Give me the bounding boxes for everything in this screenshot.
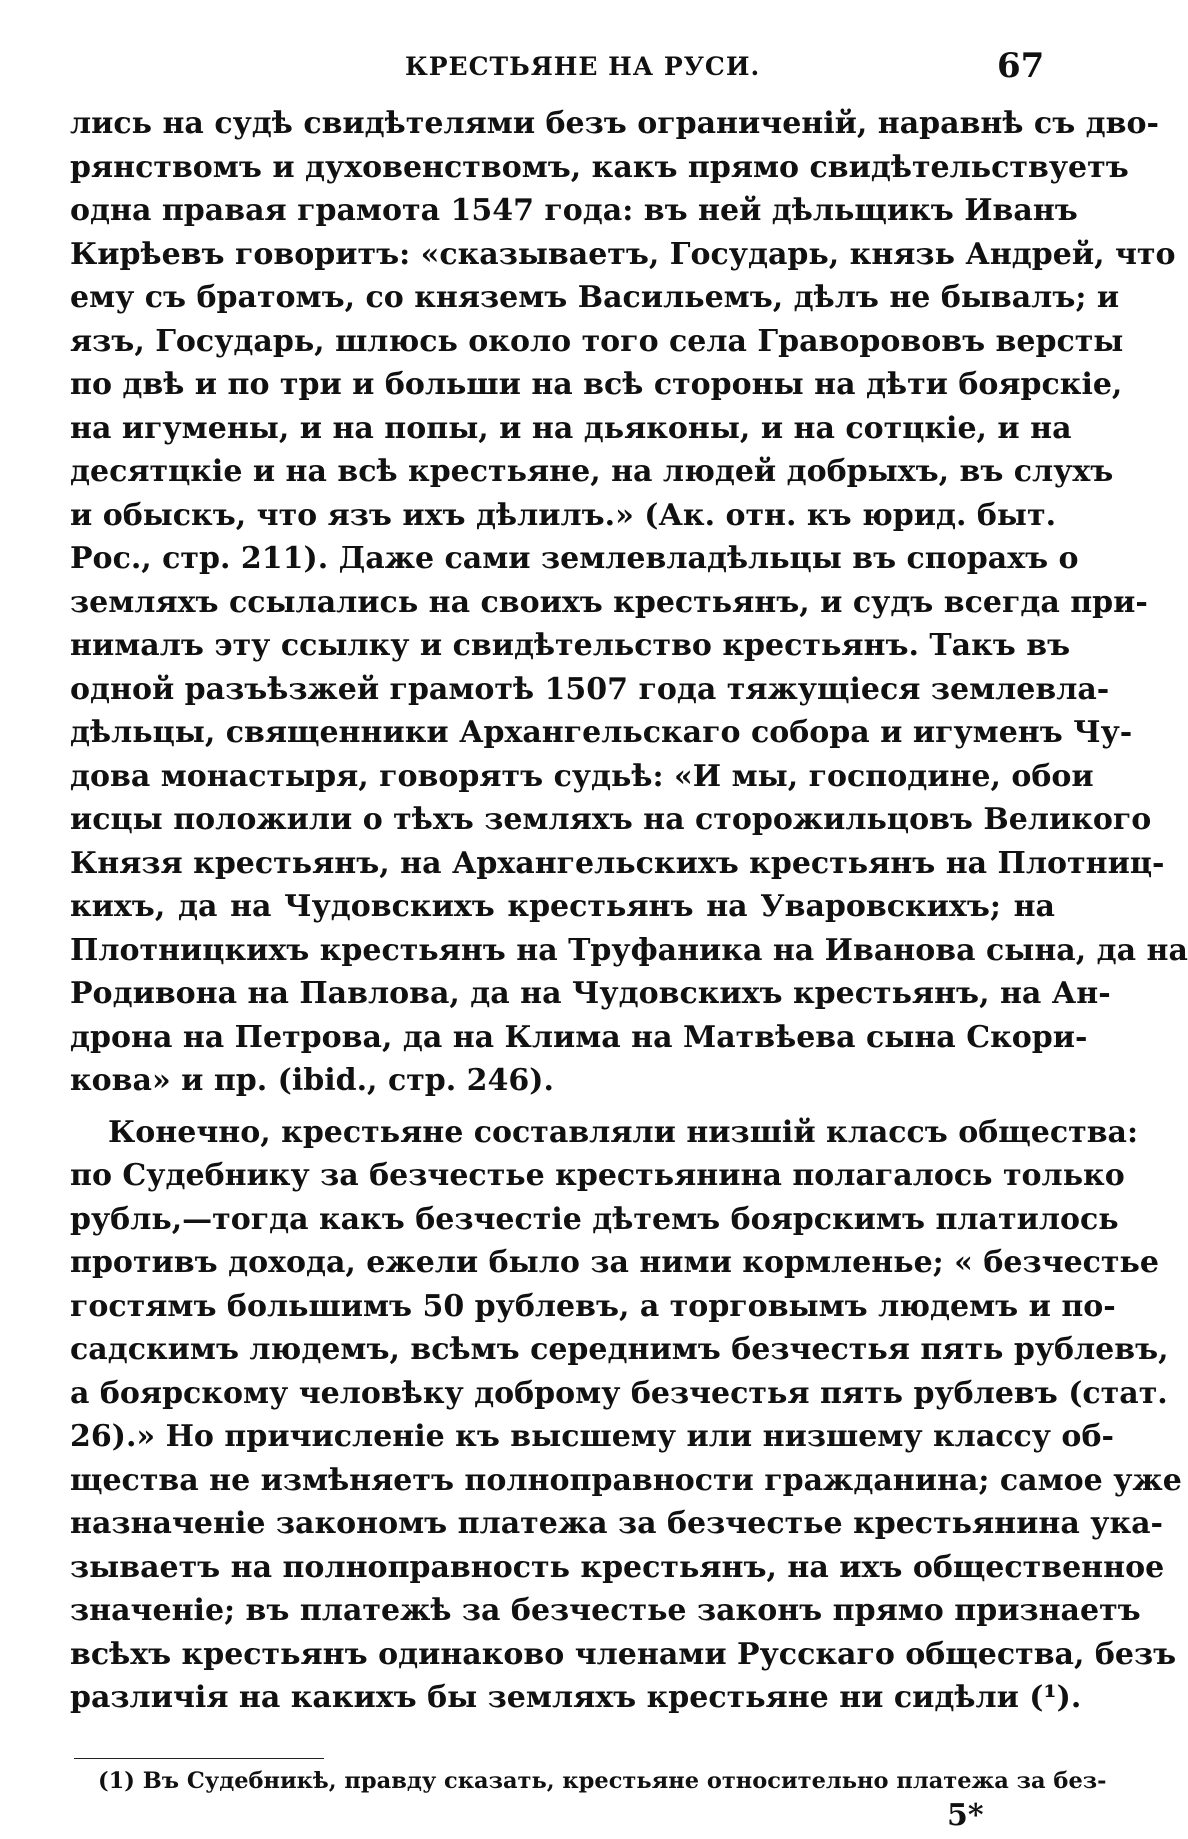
footnote-rule xyxy=(74,1758,324,1759)
text-line: лись на судѣ свидѣтелями безъ ограниченій, наравнѣ съ дво- xyxy=(70,106,1159,141)
text-line: а боярскому человѣку доброму безчестья пять рублевъ (стат. xyxy=(70,1375,1168,1411)
text-line: кова» и пр. (ibid., стр. 246). xyxy=(70,1063,554,1098)
text-line: зываетъ на полноправность крестьянъ, на ихъ общественное xyxy=(70,1549,1165,1585)
text-line: всѣхъ крестьянъ одинаково членами Русскаго общества, безъ xyxy=(70,1636,1177,1672)
footnote: (1) Въ Судебникѣ, правду сказать, крестьяне относительно платежа за без- xyxy=(98,1768,1107,1794)
text-line: исцы положили о тѣхъ земляхъ на сторожильцовъ Великого xyxy=(70,802,1152,837)
paragraph-1 xyxy=(70,102,1188,1103)
text-line: противъ дохода, ежели было за ними кормленье; « безчестье xyxy=(70,1245,1159,1280)
text-line: дѣльцы, священники Архангельскаго собора и игуменъ Чу- xyxy=(70,715,1133,750)
text-line: ему съ братомъ, со княземъ Васильемъ, дѣлъ не бывалъ; и xyxy=(70,280,1120,315)
text-line: рянствомъ и духовенствомъ, какъ прямо свидѣтельствуетъ xyxy=(70,149,1129,185)
text-line: по Судебнику за безчестье крестьянина полагалось только xyxy=(70,1158,1125,1193)
text-line: Рос., стр. 211). Даже сами землевладѣльцы въ спорахъ о xyxy=(70,541,1079,576)
text-line: и обыскъ, что язъ ихъ дѣлилъ.» (Ак. отн. къ юрид. быт. xyxy=(70,497,1057,533)
text-line: одна правая грамота 1547 года: въ ней дѣльщикъ Иванъ xyxy=(70,193,1078,228)
text-line: одной разъѣзжей грамотѣ 1507 года тяжущіеся землевла- xyxy=(70,671,1110,707)
paragraph-gap xyxy=(70,1103,1055,1111)
text-line: 26).» Но причисленіе къ высшему или низшему классу об- xyxy=(70,1419,1114,1454)
text-line: десятцкіе и на всѣ крестьяне, на людей добрыхъ, въ слухъ xyxy=(70,454,1114,489)
page-number: 67 xyxy=(997,46,1045,86)
running-title: КРЕСТЬЯНЕ НА РУСИ. xyxy=(405,52,761,81)
text-line: Родивона на Павлова, да на Чудовскихъ крестьянъ, на Ан- xyxy=(70,976,1111,1011)
text-line: дрона на Петрова, да на Клима на Матвѣева сына Скори- xyxy=(70,1019,1088,1055)
text-line: садскимъ людемъ, всѣмъ середнимъ безчестья пять рублевъ, xyxy=(70,1332,1169,1367)
text-line: Плотницкихъ крестьянъ на Труфаника на Иванова сына, да на xyxy=(70,932,1188,968)
text-line: язъ, Государь, шлюсь около того села Граворововъ версты xyxy=(70,323,1124,359)
text-line: земляхъ ссылались на своихъ крестьянъ, и судъ всегда при- xyxy=(70,584,1148,620)
text-line: назначеніе закономъ платежа за безчестье крестьянина ука- xyxy=(70,1506,1163,1541)
text-line: гостямъ большимъ 50 рублевъ, а торговымъ людемъ и по- xyxy=(70,1288,1116,1324)
text-line: Князя крестьянъ, на Архангельскихъ крестьянъ на Плотниц- xyxy=(70,845,1165,881)
text-line: нималъ эту ссылку и свидѣтельство крестьянъ. Такъ въ xyxy=(70,628,1071,663)
text-line: щества не измѣняетъ полноправности гражданина; самое уже xyxy=(70,1462,1182,1498)
text-line: Конечно, крестьяне составляли низшій классъ общества: xyxy=(108,1114,1139,1150)
body-text xyxy=(70,102,1188,1720)
text-line: по двѣ и по три и больши на всѣ стороны на дѣти боярскіе, xyxy=(70,367,1123,402)
text-line: различія на какихъ бы земляхъ крестьяне ни сидѣли (¹). xyxy=(70,1680,1082,1715)
text-line: рубль,—тогда какъ безчестіе дѣтемъ боярскимъ платилось xyxy=(70,1201,1119,1237)
text-line: на игумены, и на попы, и на дьяконы, и на сотцкіе, и на xyxy=(70,410,1072,446)
text-line: Кирѣевъ говоритъ: «сказываетъ, Государь, князь Андрей, что xyxy=(70,236,1176,272)
text-line: дова монастыря, говорятъ судьѣ: «И мы, господине, обои xyxy=(70,758,1094,794)
paragraph-2 xyxy=(70,1111,1182,1720)
signature-mark: 5* xyxy=(947,1798,984,1833)
text-line: кихъ, да на Чудовскихъ крестьянъ на Уваровскихъ; на xyxy=(70,889,1055,924)
text-line: значеніе; въ платежѣ за безчестье законъ прямо признаетъ xyxy=(70,1593,1141,1628)
